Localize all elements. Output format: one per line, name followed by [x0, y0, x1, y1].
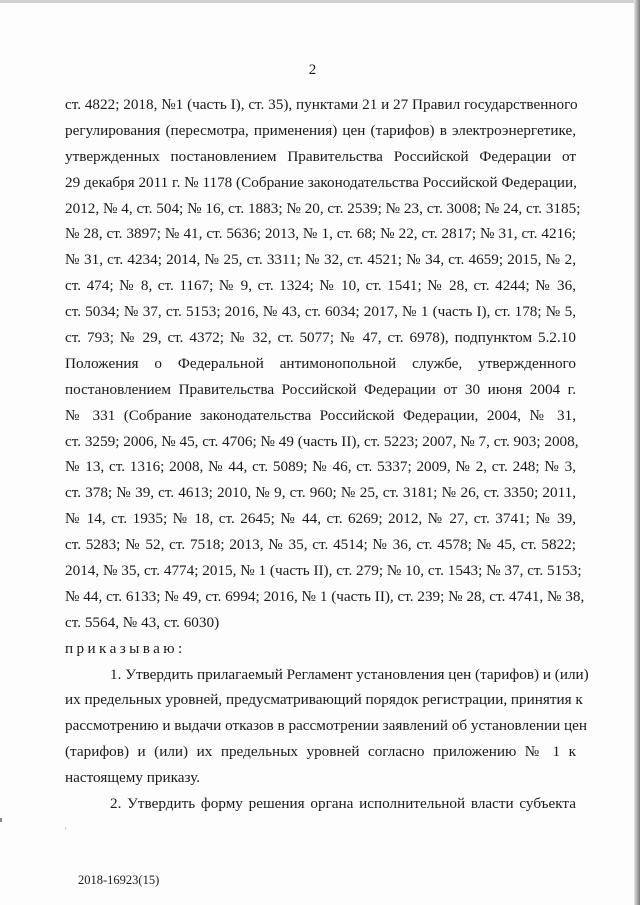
- scan-mark: ': [65, 826, 67, 836]
- text-line: 29 декабря 2011 г. № 1178 (Собрание законодательства Российской Федерации,: [65, 173, 577, 191]
- text-line: № 331 (Собрание законодательства Российской Федерации, 2004, № 31,: [65, 406, 576, 424]
- text-line: ст. 474; № 8, ст. 1167; № 9, ст. 1324; № 10, ст. 1541; № 28, ст. 4244; № 36,: [65, 277, 576, 295]
- text-line: постановлением Правительства Российской Федерации от 30 июня 2004 г.: [65, 380, 576, 398]
- paragraph-1-line: 1. Утвердить прилагаемый Регламент установления цен (тарифов) и (или): [110, 665, 589, 683]
- text-line: ст. 378; № 39, ст. 4613; 2010, № 9, ст. 960; № 25, ст. 3181; № 26, ст. 3350; 2011,: [65, 484, 576, 502]
- text-line: № 14, ст. 1935; № 18, ст. 2645; № 44, ст. 6269; 2012, № 27, ст. 3741; № 39,: [65, 510, 576, 528]
- text-line: Положения о Федеральной антимонопольной службе, утвержденного: [65, 354, 576, 372]
- text-line: ст. 4822; 2018, №1 (часть I), ст. 35), пунктами 21 и 27 Правил государственного: [65, 96, 578, 113]
- scan-edge-right: [634, 0, 640, 905]
- paragraph-1-line: их предельных уровней, предусматривающий порядок регистрации, принятия к: [65, 691, 583, 709]
- document-code: 2018-16923(15): [78, 873, 160, 887]
- text-line: ст. 5034; № 37, ст. 5153; 2016, № 43, ст. 6034; 2017, № 1 (часть I), ст. 178; № 5,: [65, 303, 576, 321]
- text-line: регулирования (пересмотра, применения) цен (тарифов) в электроэнергетике,: [65, 121, 576, 139]
- paragraph-1-line: (тарифов) и (или) их предельных уровней согласно приложению № 1 к: [65, 743, 576, 761]
- page-number: 2: [308, 62, 317, 78]
- text-line: № 31, ст. 4234; 2014, № 25, ст. 3311; № 32, ст. 4521; № 34, ст. 4659; 2015, № 2,: [65, 251, 576, 269]
- paragraph-1-line: настоящему приказу.: [65, 769, 201, 787]
- paragraph-2-line: 2. Утвердить форму решения органа исполнительной власти субъекта: [110, 795, 576, 813]
- text-line: № 44, ст. 6133; № 49, ст. 6994; 2016, № 1 (часть II), ст. 239; № 28, ст. 4741, № 38,: [65, 587, 585, 605]
- paragraph-1-line: рассмотрению и выдачи отказов в рассмотрении заявлений об установлении цен: [65, 717, 588, 735]
- text-line: № 13, ст. 1316; 2008, № 44, ст. 5089; № 46, ст. 5337; 2009, № 2, ст. 248; № 3,: [65, 458, 576, 476]
- text-line: ст. 5564, № 43, ст. 6030): [65, 613, 220, 631]
- text-line: ст. 793; № 29, ст. 4372; № 32, ст. 5077; № 47, ст. 6978), подпунктом 5.2.10: [65, 329, 576, 347]
- scan-edge-top: [0, 0, 640, 3]
- text-line: 2012, № 4, ст. 504; № 16, ст. 1883; № 20, ст. 2539; № 23, ст. 3008; № 24, ст. 3185;: [65, 199, 581, 217]
- text-line: утвержденных постановлением Правительства Российской Федерации от: [65, 147, 576, 165]
- document-body: [65, 92, 589, 817]
- text-line: ст. 5283; № 52, ст. 7518; 2013, № 35, ст. 4514; № 36, ст. 4578; № 45, ст. 5822;: [65, 536, 576, 554]
- text-line: № 28, ст. 3897; № 41, ст. 5636; 2013, № 1, ст. 68; № 22, ст. 2817; № 31, ст. 4216;: [65, 225, 576, 243]
- text-line: ст. 3259; 2006, № 45, ст. 4706; № 49 (часть II), ст. 5223; 2007, № 7, ст. 903; 2008,: [65, 432, 579, 450]
- scan-edge-mark: [0, 818, 2, 822]
- text-line: 2014, № 35, ст. 4774; 2015, № 1 (часть II), ст. 279; № 10, ст. 1543; № 37, ст. 5153;: [65, 562, 582, 580]
- order-word: приказываю:: [65, 639, 186, 657]
